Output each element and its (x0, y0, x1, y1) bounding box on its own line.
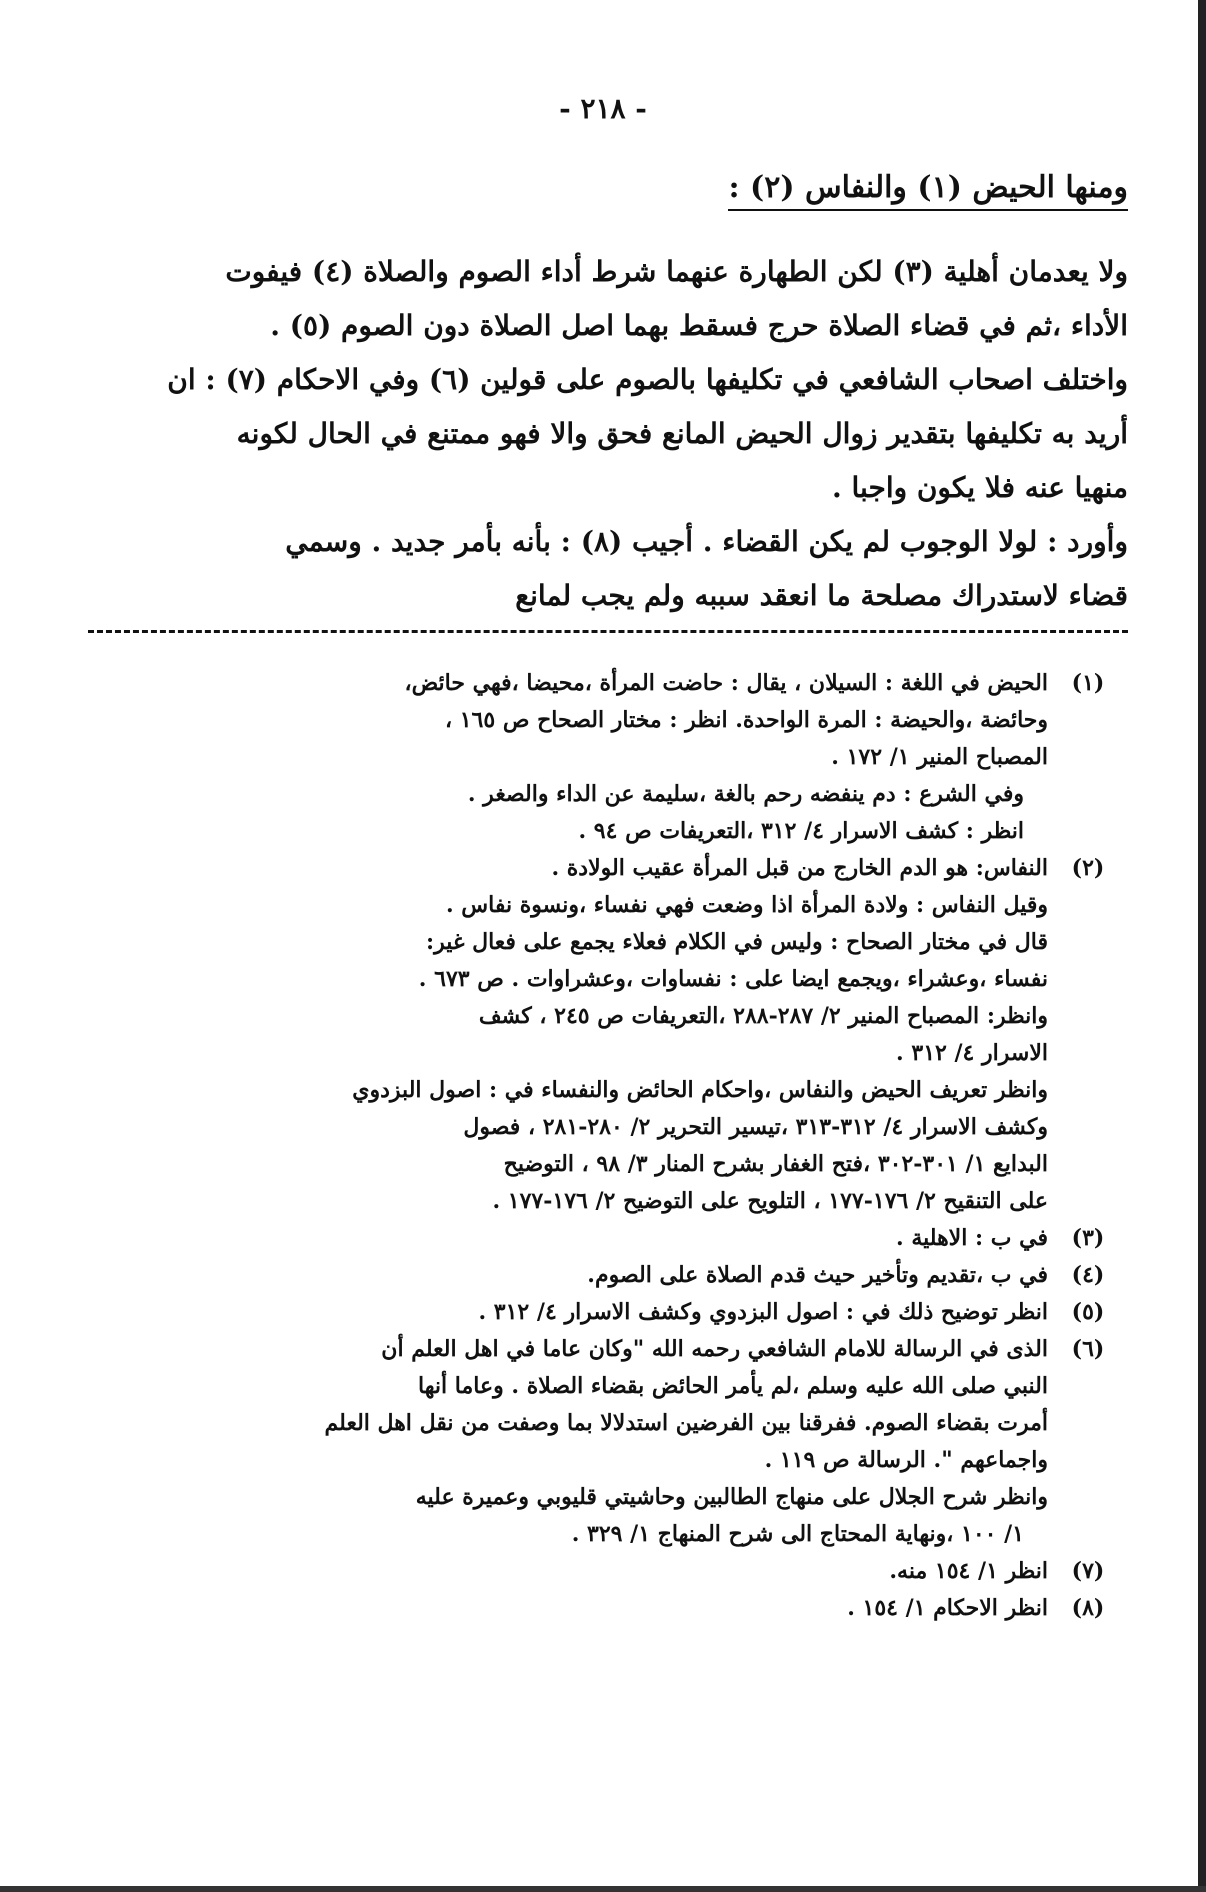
main-text (78, 245, 1128, 623)
footnote-body (68, 1331, 1048, 1553)
main-line: منهيا عنه فلا يكون واجبا . (832, 471, 1128, 504)
footnote-line: المصباح المنير ١/ ١٧٢ . (831, 744, 1048, 770)
footnote-number: (٧) (1071, 1558, 1105, 1584)
footnote-line: قال في مختار الصحاح : وليس في الكلام فعلاء يجمع على فعال غير: (426, 929, 1048, 955)
footnote-line: النفاس: هو الدم الخارج من قبل المرأة عقيب الولادة . (551, 855, 1048, 881)
footnote-number (1048, 1072, 1128, 1220)
main-line: أريد به تكليفها بتقدير زوال الحيض المانع فحق والا فهو ممتنع في الحال لكونه (236, 417, 1128, 450)
footnote-line: واجماعهم ". الرسالة ص ١١٩ . (764, 1447, 1048, 1473)
footnote-body (68, 1294, 1048, 1331)
footnote-6 (68, 1331, 1128, 1553)
scan-edge-right (1198, 0, 1206, 1892)
footnote-line: انظر : كشف الاسرار ٤/ ٣١٢ ،التعريفات ص ٩٤ . (578, 818, 1024, 844)
footnote-line: على التنقيح ٢/ ١٧٦-١٧٧ ، التلويح على التوضيح ٢/ ١٧٦-١٧٧ . (492, 1188, 1048, 1214)
main-line: وأورد : لولا الوجوب لم يكن القضاء . أجيب (٨) : بأنه بأمر جديد . وسمي (285, 525, 1128, 558)
footnote-body (68, 1072, 1048, 1220)
footnote-line: الذى في الرسالة للامام الشافعي رحمه الله "وكان عاما في اهل العلم أن (381, 1336, 1048, 1362)
footnote-number: (٦) (1071, 1336, 1105, 1362)
scan-edge-bottom (0, 1886, 1206, 1892)
main-line: قضاء لاستدراك مصلحة ما انعقد سببه ولم يجب لمانع (515, 579, 1128, 612)
footnote-3 (68, 1220, 1128, 1257)
footnote-number: (٣) (1071, 1225, 1105, 1251)
footnote-body (68, 1220, 1048, 1257)
footnote-line: انظر ١/ ١٥٤ منه. (889, 1558, 1048, 1584)
footnote-divider (88, 630, 1128, 633)
footnote-number: (٨) (1071, 1595, 1105, 1621)
footnote-line: وقيل النفاس : ولادة المرأة اذا وضعت فهي نفساء ،ونسوة نفاس . (445, 892, 1048, 918)
footnote-body (68, 665, 1048, 850)
footnote-line: وحائضة ،والحيضة : المرة الواحدة. انظر : مختار الصحاح ص ١٦٥ ، (444, 707, 1048, 733)
footnote-line: أمرت بقضاء الصوم. ففرقنا بين الفرضين استدلالا بما وصفت من نقل اهل العلم (324, 1410, 1048, 1436)
footnote-4 (68, 1257, 1128, 1294)
section-heading (78, 170, 1128, 205)
footnote-line: في ب ،تقديم وتأخير حيث قدم الصلاة على الصوم. (587, 1262, 1048, 1288)
footnote-line: النبي صلى الله عليه وسلم ،لم يأمر الحائض بقضاء الصلاة . وعاما أنها (418, 1373, 1048, 1399)
footnote-number: (٥) (1071, 1299, 1105, 1325)
footnote-line: انظر الاحكام ١/ ١٥٤ . (847, 1595, 1048, 1621)
footnote-body (68, 850, 1048, 1072)
main-line: الأداء ،ثم في قضاء الصلاة حرج فسقط بهما اصل الصلاة دون الصوم (٥) . (270, 309, 1128, 342)
footnote-line: وانظر تعريف الحيض والنفاس ،واحكام الحائض والنفساء في : اصول البزدوي (352, 1077, 1048, 1103)
footnote-1 (68, 665, 1128, 850)
page-number: - ٢١٨ - (559, 92, 647, 125)
footnote-5 (68, 1294, 1128, 1331)
footnote-body (68, 1257, 1048, 1294)
footnote-line: انظر توضيح ذلك في : اصول البزدوي وكشف الاسرار ٤/ ٣١٢ . (478, 1299, 1048, 1325)
footnote-line: وانظر: المصباح المنير ٢/ ٢٨٧-٢٨٨ ،التعريفات ص ٢٤٥ ، كشف (478, 1003, 1048, 1029)
footnote-body (68, 1590, 1048, 1627)
footnote-number: (٤) (1071, 1262, 1105, 1288)
section-heading-text: ومنها الحيض (١) والنفاس (٢) : (728, 170, 1128, 211)
footnotes (68, 665, 1128, 1627)
footnote-2 (68, 850, 1128, 1072)
footnote-line: البدايع ١/ ٣٠١-٣٠٢ ،فتح الغفار بشرح المنار ٣/ ٩٨ ، التوضيح (503, 1151, 1048, 1177)
footnote-line: الحيض في اللغة : السيلان ، يقال : حاضت المرأة ،محيضا ،فهي حائض، (404, 670, 1048, 696)
footnote-line: في ب : الاهلية . (896, 1225, 1048, 1251)
footnote-line: وفي الشرع : دم ينفضه رحم بالغة ،سليمة عن الداء والصغر . (467, 781, 1024, 807)
main-line: واختلف اصحاب الشافعي في تكليفها بالصوم على قولين (٦) وفي الاحكام (٧) : ان (167, 363, 1128, 396)
footnote-7 (68, 1553, 1128, 1590)
footnote-8 (68, 1590, 1128, 1627)
footnote-number: (٢) (1071, 855, 1105, 881)
footnote-line: ١/ ١٠٠ ،ونهاية المحتاج الى شرح المنهاج ١/ ٣٢٩ . (571, 1521, 1024, 1547)
footnote-2-continued (68, 1072, 1128, 1220)
footnote-number: (١) (1071, 670, 1105, 696)
main-line: ولا يعدمان أهلية (٣) لكن الطهارة عنهما شرط أداء الصوم والصلاة (٤) فيفوت (225, 255, 1128, 288)
footnote-line: وانظر شرح الجلال على منهاج الطالبين وحاشيتي قليوبي وعميرة عليه (415, 1484, 1048, 1510)
footnote-line: الاسرار ٤/ ٣١٢ . (896, 1040, 1048, 1066)
footnote-body (68, 1553, 1048, 1590)
footnote-line: وكشف الاسرار ٤/ ٣١٢-٣١٣ ،تيسير التحرير ٢/ ٢٨٠-٢٨١ ، فصول (463, 1114, 1048, 1140)
footnote-line: نفساء ،وعشراء ،ويجمع ايضا على : نفساوات ،وعشراوات . ص ٦٧٣ . (418, 966, 1048, 992)
